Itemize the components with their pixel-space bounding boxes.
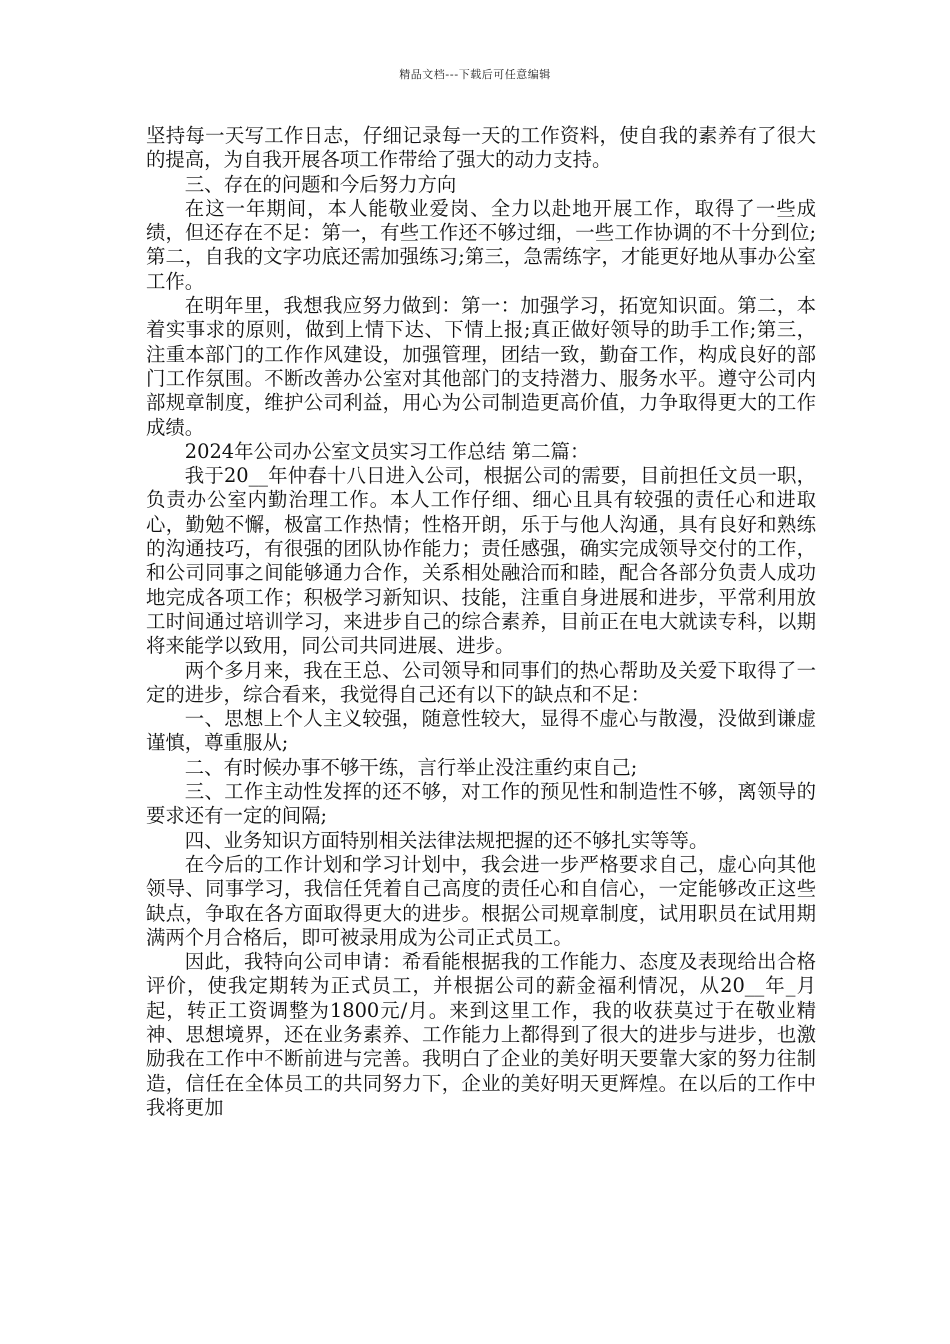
section-heading: 2024年公司办公室文员实习工作总结 第二篇：: [184, 439, 590, 463]
section-heading: 三、存在的问题和今后努力方向: [184, 172, 457, 196]
list-item: 一、思想上个人主义较强，随意性较大，显得不虚心与散漫，没做到谦虚谨慎，尊重服从;: [146, 707, 816, 755]
paragraph: 在这一年期间，本人能敬业爱岗、全力以赴地开展工作，取得了一些成绩，但还存在不足：第一，有些工作还不够过细，一些工作协调的不十分到位;第二，自我的文字功底还需加强练习;第三，急需练字，才能更好地从事办公室工作。: [146, 196, 816, 293]
list-item: 三、工作主动性发挥的还不够，对工作的预见性和制造性不够，离领导的要求还有一定的间隔;: [146, 780, 816, 828]
list-item: 二、有时候办事不够干练，言行举止没注重约束自己;: [184, 755, 638, 779]
document-body: [146, 124, 816, 1120]
paragraph: 坚持每一天写工作日志，仔细记录每一天的工作资料，使自我的素养有了很大的提高，为自我开展各项工作带给了强大的动力支持。: [146, 124, 816, 172]
page-header: 精品文档---下载后可任意编辑: [399, 68, 551, 81]
paragraph: 两个多月来，我在王总、公司领导和同事们的热心帮助及关爱下取得了一定的进步，综合看来，我觉得自己还有以下的缺点和不足：: [146, 658, 816, 706]
paragraph: 在明年里，我想我应努力做到：第一：加强学习，拓宽知识面。第二，本着实事求的原则，做到上情下达、下情上报;真正做好领导的助手工作;第三，注重本部门的工作作风建设，加强管理，团结一致，勤奋工作，构成良好的部门工作氛围。不断改善办公室对其他部门的支持潜力、服务水平。遵守公司内部规章制度，维护公司利益，用心为公司制造更高价值，力争取得更大的工作成绩。: [146, 294, 816, 439]
paragraph: 因此，我特向公司申请：希看能根据我的工作能力、态度及表现给出合格评价，使我定期转为正式员工，并根据公司的薪金福利情况，从20__年_月起，转正工资调整为1800元/月。来到这里工作，我的收获莫过于在敬业精神、思想境界，还在业务素养、工作能力上都得到了很大的进步与进步，也激励我在工作中不断前进与完善。我明白了企业的美好明天要靠大家的努力往制造，信任在全体员工的共同努力下，企业的美好明天更辉煌。在以后的工作中我将更加: [146, 950, 816, 1119]
paragraph: 我于20__年仲春十八日进入公司，根据公司的需要，目前担任文员一职，负责办公室内勤治理工作。本人工作仔细、细心且具有较强的责任心和进取心，勤勉不懈，极富工作热情；性格开朗，乐于与他人沟通，具有良好和熟练的沟通技巧，有很强的团队协作能力；责任感强，确实完成领导交付的工作，和公司同事之间能够通力合作，关系相处融洽而和睦，配合各部分负责人成功地完成各项工作；积极学习新知识、技能，注重自身进展和进步，平常利用放工时间通过培训学习，来进步自己的综合素养，目前正在电大就读专科，以期将来能学以致用，同公司共同进展、进步。: [146, 464, 816, 658]
list-item: 四、业务知识方面特别相关法律法规把握的还不够扎实等等。: [184, 828, 709, 852]
paragraph: 在今后的工作计划和学习计划中，我会进一步严格要求自己，虚心向其他领导、同事学习，我信任凭着自己高度的责任心和自信心，一定能够改正这些缺点，争取在各方面取得更大的进步。根据公司规章制度，试用职员在试用期满两个月合格后，即可被录用成为公司正式员工。: [146, 852, 816, 949]
